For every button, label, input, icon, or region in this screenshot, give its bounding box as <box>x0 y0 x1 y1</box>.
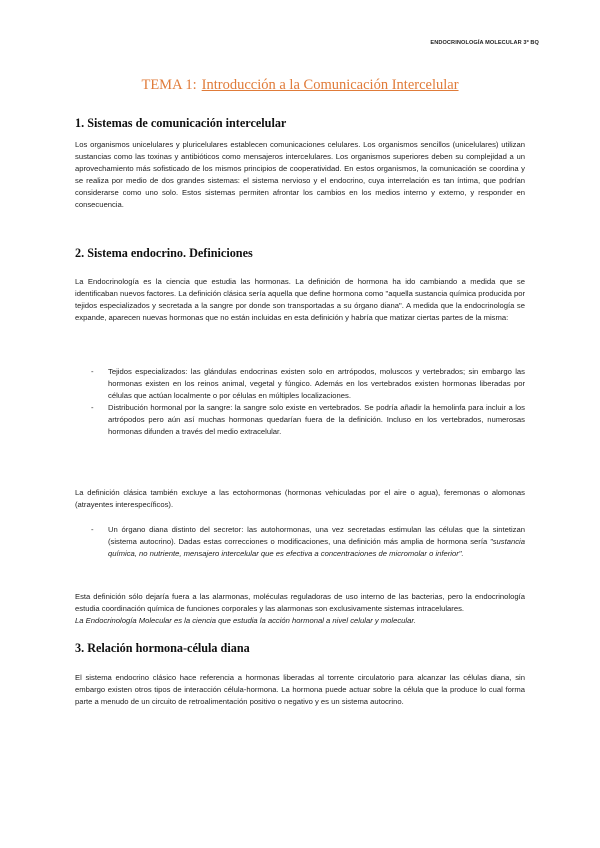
bullet-list-2 <box>75 524 525 560</box>
running-header: ENDOCRINOLOGÍA MOLECULAR 3º BQ <box>430 40 539 46</box>
paragraph: Los organismos unicelulares y pluricelulares establecen comunicaciones celulares. Los organismos sencillos (unicelulares) utilizan sustancias como las toxinas y antibióticos como mensajeros intercelulares. Los organismos superiores deben su complejidad a un aprovechamiento más sofisticado de los mismos principios de cooperatividad. En estos organismos, la comunicación se coordina y se realiza por medio de dos grandes sistemas: el sistema nervioso y el endocrino, cuya interrelación es tan íntima, que podrían considerarse como uno solo. Estos sistemas permiten afrontar los cambios en los medios interno y externo, y responder en consecuencia. <box>75 140 525 209</box>
paragraph: La Endocrinología es la ciencia que estudia las hormonas. La definición de hormona ha ido cambiando a medida que se identificaban nuevos factores. La definición clásica sería aquella que define hormona como "aquella sustancia química producida por tejidos especializados y secretada a la sangre por donde son transportadas a su órgano diana". A medida que la endocrinología se expande, aparecen nuevas hormonas que no están incluidas en esta definición y habría que matizar ciertas partes de la misma: <box>75 277 525 322</box>
list-item-italic: "sustancia química, no nutriente, mensajero intercelular que es efectiva a concentraciones de micromolar o inferior". <box>108 536 525 558</box>
section-1 <box>75 116 525 131</box>
paragraph: Esta definición sólo dejaría fuera a las alarmonas, moléculas reguladoras de uso interno de las bacterias, pero la endocrinología estudia coordinación química de funciones corporales y las alarmonas son exclusivamente sistemas intracelulares. <box>75 592 525 613</box>
section-3 <box>75 641 525 656</box>
list-item-text: Tejidos especializados: las glándulas endocrinas existen solo en artrópodos, moluscos y vertebrados; sin embargo las hormonas existen en los reinos animal, vegetal y fúngico. Además en los vertebrados existen hormonas liberadas por células que actúan localmente o por células en múltiples localizaciones. <box>108 367 525 400</box>
paragraph: La definición clásica también excluye a las ectohormonas (hormonas vehiculadas por el aire o agua), feremonas o alomonas (atrayentes interespecíficos). <box>75 488 525 509</box>
paragraph-italic: La Endocrinología Molecular es la ciencia que estudia la acción hormonal a nivel celular y molecular. <box>75 616 416 625</box>
title-label: TEMA 1: <box>141 77 197 93</box>
list-item-text: Un órgano diana distinto del secretor: las autohormonas, una vez secretadas estimulan las células que la sintetizan (sistema autocrino). Dadas estas correcciones o modificaciones, una definición más amplia de hormona sería <box>108 525 525 546</box>
section-heading: 3. Relación hormona-célula diana <box>75 641 250 655</box>
section-2 <box>75 246 525 261</box>
bullet-list <box>75 366 525 437</box>
section-2-paragraph-2 <box>75 487 525 511</box>
section-1-body <box>75 139 525 210</box>
section-heading: 1. Sistemas de comunicación intercelular <box>75 116 287 130</box>
document-title <box>0 77 600 94</box>
section-2-paragraph-4 <box>75 615 525 627</box>
section-3-body <box>75 672 525 708</box>
paragraph: El sistema endocrino clásico hace referencia a hormonas liberadas al torrente circulatorio para alcanzar las células diana, sin embargo existen otros tipos de interacción célula-hormona. La hormona puede actuar sobre la célula que la produce lo cual forma parte a menudo de un circuito de retroalimentación positivo o negativo y es un sistema autocrino. <box>75 673 525 706</box>
list-item: - Tejidos especializados: las glándulas endocrinas existen solo en artrópodos, moluscos y vertebrados; sin embargo las hormonas existen en los reinos animal, vegetal y fúngico. Además en los vertebrados existen hormonas liberadas por células que actúan localmente o por células en múltiples localizaciones. <box>91 367 525 400</box>
list-item: - Distribución hormonal por la sangre: la sangre solo existe en vertebrados. Se podría añadir la hemolinfa para incluir a los artrópodos pero aún así muchas hormonas quedarían fuera de la definición. Incluso en los vertebrados, numerosas hormonas difunden a través del medio extracelular. <box>91 402 525 436</box>
section-2-paragraph-3 <box>75 591 525 615</box>
section-2-intro <box>75 276 525 324</box>
title-topic: Introducción a la Comunicación Intercelular <box>201 77 459 93</box>
list-item: - Un órgano diana distinto del secretor: las autohormonas, una vez secretadas estimulan las células que la sintetizan (sistema autocrino). Dadas estas correcciones o modificaciones, una definición más amplia de hormona sería "sustancia química, no nutriente, mensajero intercelular que es efectiva a concentraciones de micromolar o inferior". <box>91 525 525 558</box>
list-item-text: Distribución hormonal por la sangre: la sangre solo existe en vertebrados. Se podría añadir la hemolinfa para incluir a los artrópodos pero aún así muchas hormonas quedarían fuera de la definición. Incluso en los vertebrados, numerosas hormonas difunden a través del medio extracelular. <box>108 402 525 436</box>
section-heading: 2. Sistema endocrino. Definiciones <box>75 246 253 260</box>
